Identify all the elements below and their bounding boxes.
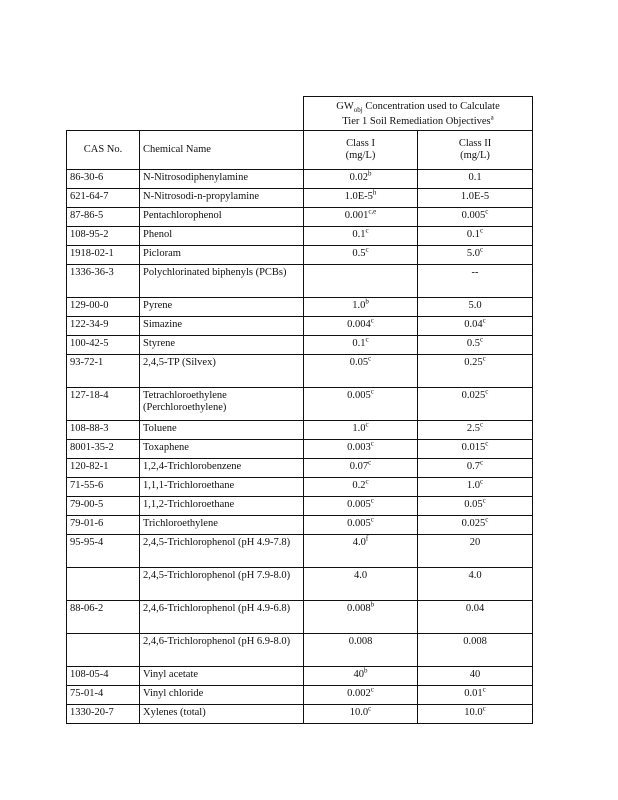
cas-cell: 1336-36-3 — [67, 265, 140, 298]
class2-value-cell: 0.005$^c$ — [418, 208, 533, 227]
footnote-mark: c — [485, 207, 489, 216]
cas-cell: 127-18-4 — [67, 388, 140, 421]
footnote-mark: c — [480, 458, 484, 467]
super-header-row — [67, 97, 533, 131]
class1-value-cell: 0.001$^{c,e}$ — [304, 208, 418, 227]
chemical-name-cell: Toxaphene — [140, 440, 304, 459]
table-body — [67, 170, 533, 724]
class1-value-cell: 0.005$^c$ — [304, 388, 418, 421]
cas-cell: 79-01-6 — [67, 516, 140, 535]
chemical-name-cell: Vinyl acetate — [140, 667, 304, 686]
footnote-mark: c — [480, 245, 484, 254]
footnote-mark: c — [370, 439, 374, 448]
cas-cell: 129-00-0 — [67, 298, 140, 317]
footnote-mark: c — [482, 685, 486, 694]
table-row — [67, 516, 533, 535]
class1-value-cell: 1.0$^b$ — [304, 298, 418, 317]
footnote-mark: c — [370, 685, 374, 694]
chemical-name-cell: N-Nitrosodiphenylamine — [140, 170, 304, 189]
chemical-name-cell: Phenol — [140, 227, 304, 246]
cas-cell — [67, 568, 140, 601]
table-row — [67, 246, 533, 265]
footnote-mark: c — [485, 387, 489, 396]
table-row — [67, 686, 533, 705]
class2-value-cell: 0.015$^c$ — [418, 440, 533, 459]
class2-value-cell: 10.0$^c$ — [418, 705, 533, 724]
class2-value-cell: 0.7$^c$ — [418, 459, 533, 478]
table-row — [67, 208, 533, 227]
class1-value-cell: 40$^b$ — [304, 667, 418, 686]
footnote-mark: c — [370, 316, 374, 325]
cas-cell: 71-55-6 — [67, 478, 140, 497]
cas-cell: 93-72-1 — [67, 355, 140, 388]
cas-cell: 8001-35-2 — [67, 440, 140, 459]
table-row — [67, 634, 533, 667]
chemical-name-cell: Xylenes (total) — [140, 705, 304, 724]
chemical-name-cell: Vinyl chloride — [140, 686, 304, 705]
table-row — [67, 459, 533, 478]
cas-cell: 621-64-7 — [67, 189, 140, 208]
class2-value-cell: 1.0$^c$ — [418, 478, 533, 497]
chemical-name-cell: Simazine — [140, 317, 304, 336]
class2-value-cell: 1.0E-5 — [418, 189, 533, 208]
class1-value-cell: 0.02$^b$ — [304, 170, 418, 189]
cas-cell: 122-34-9 — [67, 317, 140, 336]
chemical-name-cell: 1,1,1-Trichloroethane — [140, 478, 304, 497]
class1-value-cell: 0.003$^c$ — [304, 440, 418, 459]
class1-value-cell: 0.008 — [304, 634, 418, 667]
cas-cell: 108-05-4 — [67, 667, 140, 686]
footnote-mark: c — [370, 496, 374, 505]
footnote-mark: b — [365, 297, 369, 306]
class1-value-cell: 0.005$^c$ — [304, 497, 418, 516]
chemical-name-cell: Pentachlorophenol — [140, 208, 304, 227]
footnote-mark: c — [370, 387, 374, 396]
cas-cell: 1918-02-1 — [67, 246, 140, 265]
chemical-name-cell: 2,4,5-Trichlorophenol (pH 4.9-7.8) — [140, 535, 304, 568]
cas-cell: 86-30-6 — [67, 170, 140, 189]
cas-cell — [67, 634, 140, 667]
class2-value-cell: 0.04 — [418, 601, 533, 634]
class1-value-cell: 4.0 — [304, 568, 418, 601]
chemical-name-cell: 1,1,2-Trichloroethane — [140, 497, 304, 516]
chemical-name-header: Chemical Name — [140, 131, 304, 170]
chemical-name-cell: Styrene — [140, 336, 304, 355]
class2-value-cell: 40 — [418, 667, 533, 686]
class2-value-cell: 4.0 — [418, 568, 533, 601]
footnote-mark: b — [370, 600, 375, 609]
table-row — [67, 440, 533, 459]
footnote-mark: c — [368, 458, 372, 467]
class1-value-cell: 1.0$^c$ — [304, 421, 418, 440]
footnote-mark: c — [480, 420, 484, 429]
table-row — [67, 388, 533, 421]
chemical-name-cell: 2,4,6-Trichlorophenol (pH 6.9-8.0) — [140, 634, 304, 667]
chemical-name-cell: 2,4,5-TP (Silvex) — [140, 355, 304, 388]
footnote-mark: c — [365, 335, 369, 344]
chemical-name-cell: 1,2,4-Trichlorobenzene — [140, 459, 304, 478]
table-row — [67, 667, 533, 686]
class2-value-cell: 5.0$^c$ — [418, 246, 533, 265]
table-row — [67, 568, 533, 601]
footnote-mark: c,e — [368, 207, 377, 216]
table-row — [67, 497, 533, 516]
footnote-mark: c — [485, 439, 489, 448]
class1-value-cell: 0.002$^c$ — [304, 686, 418, 705]
table-row — [67, 478, 533, 497]
class2-value-cell: 0.25$^c$ — [418, 355, 533, 388]
class1-header: Class I (mg/L) — [304, 131, 418, 170]
footnote-mark: c — [370, 515, 374, 524]
class1-value-cell: 0.004$^c$ — [304, 317, 418, 336]
class2-value-cell: 0.5$^c$ — [418, 336, 533, 355]
table-row — [67, 170, 533, 189]
cas-cell: 100-42-5 — [67, 336, 140, 355]
class2-value-cell: 0.025$^c$ — [418, 388, 533, 421]
class1-value-cell: 0.1$^c$ — [304, 336, 418, 355]
table-row — [67, 355, 533, 388]
footnote-mark: c — [365, 477, 369, 486]
class2-value-cell: 2.5$^c$ — [418, 421, 533, 440]
class1-value-cell: 0.2$^c$ — [304, 478, 418, 497]
class1-value-cell: 1.0E-5$^h$ — [304, 189, 418, 208]
footnote-mark: c — [480, 335, 484, 344]
chemical-name-cell: Tetrachloroethylene (Perchloroethylene) — [140, 388, 304, 421]
class2-value-cell: 0.05$^c$ — [418, 497, 533, 516]
table-row — [67, 317, 533, 336]
cas-cell: 95-95-4 — [67, 535, 140, 568]
gw-header: $GW_{obj}$ Concentration used to Calculate Tier 1 Soil Remediation Objectives$^a$ — [304, 97, 533, 131]
cas-header: CAS No. — [67, 131, 140, 170]
chemical-name-cell: Picloram — [140, 246, 304, 265]
cas-cell: 120-82-1 — [67, 459, 140, 478]
table-row — [67, 227, 533, 246]
chemical-name-cell: N-Nitrosodi-n-propylamine — [140, 189, 304, 208]
footnote-mark: c — [482, 316, 486, 325]
cas-cell: 108-88-3 — [67, 421, 140, 440]
chemical-name-cell: Toluene — [140, 421, 304, 440]
class2-value-cell: 0.1$^c$ — [418, 227, 533, 246]
class2-value-cell: -- — [418, 265, 533, 298]
footnote-mark: c — [485, 515, 489, 524]
footnote-mark: h — [372, 188, 377, 197]
chemical-name-cell: Pyrene — [140, 298, 304, 317]
class2-value-cell: 20 — [418, 535, 533, 568]
class2-value-cell: 0.1 — [418, 170, 533, 189]
chemical-name-cell: Polychlorinated biphenyls (PCBs) — [140, 265, 304, 298]
remediation-table — [66, 96, 533, 724]
footnote-mark: c — [368, 704, 372, 713]
table-row — [67, 535, 533, 568]
table-row — [67, 189, 533, 208]
footnote-mark: c — [482, 704, 486, 713]
class1-value-cell: 4.0$^f$ — [304, 535, 418, 568]
table-row — [67, 705, 533, 724]
footnote-mark: c — [368, 354, 372, 363]
chemical-name-cell: Trichloroethylene — [140, 516, 304, 535]
class2-value-cell: 0.025$^c$ — [418, 516, 533, 535]
class1-value-cell: 0.008$^b$ — [304, 601, 418, 634]
class1-value-cell: 0.07$^c$ — [304, 459, 418, 478]
cas-cell: 75-01-4 — [67, 686, 140, 705]
class1-value-cell: 0.005$^c$ — [304, 516, 418, 535]
cas-cell: 88-06-2 — [67, 601, 140, 634]
footnote-mark: c — [482, 354, 486, 363]
footnote-mark: b — [364, 666, 368, 675]
footnote-mark: c — [482, 496, 486, 505]
table-row — [67, 265, 533, 298]
class1-value-cell: 0.5$^c$ — [304, 246, 418, 265]
footnote-mark: b — [367, 169, 372, 178]
table-row — [67, 421, 533, 440]
chemical-name-cell: 2,4,5-Trichlorophenol (pH 7.9-8.0) — [140, 568, 304, 601]
class2-value-cell: 5.0 — [418, 298, 533, 317]
column-header-row — [67, 131, 533, 170]
cas-cell: 79-00-5 — [67, 497, 140, 516]
footnote-mark: c — [365, 420, 369, 429]
table-row — [67, 298, 533, 317]
class1-value-cell: 10.0$^c$ — [304, 705, 418, 724]
footnote-mark: c — [365, 226, 369, 235]
footnote-mark: c — [480, 226, 484, 235]
class1-value-cell: 0.05$^c$ — [304, 355, 418, 388]
cas-cell: 87-86-5 — [67, 208, 140, 227]
footnote-mark: c — [480, 477, 484, 486]
footnote-mark: c — [365, 245, 369, 254]
chemical-name-cell: 2,4,6-Trichlorophenol (pH 4.9-6.8) — [140, 601, 304, 634]
class2-value-cell: 0.01$^c$ — [418, 686, 533, 705]
class1-value-cell: 0.1$^c$ — [304, 227, 418, 246]
footnote-mark: f — [365, 534, 369, 543]
cas-cell: 1330-20-7 — [67, 705, 140, 724]
class2-value-cell: 0.04$^c$ — [418, 317, 533, 336]
table-row — [67, 601, 533, 634]
class2-value-cell: 0.008 — [418, 634, 533, 667]
table-row — [67, 336, 533, 355]
class1-value-cell — [304, 265, 418, 298]
cas-cell: 108-95-2 — [67, 227, 140, 246]
class2-header: Class II (mg/L) — [418, 131, 533, 170]
